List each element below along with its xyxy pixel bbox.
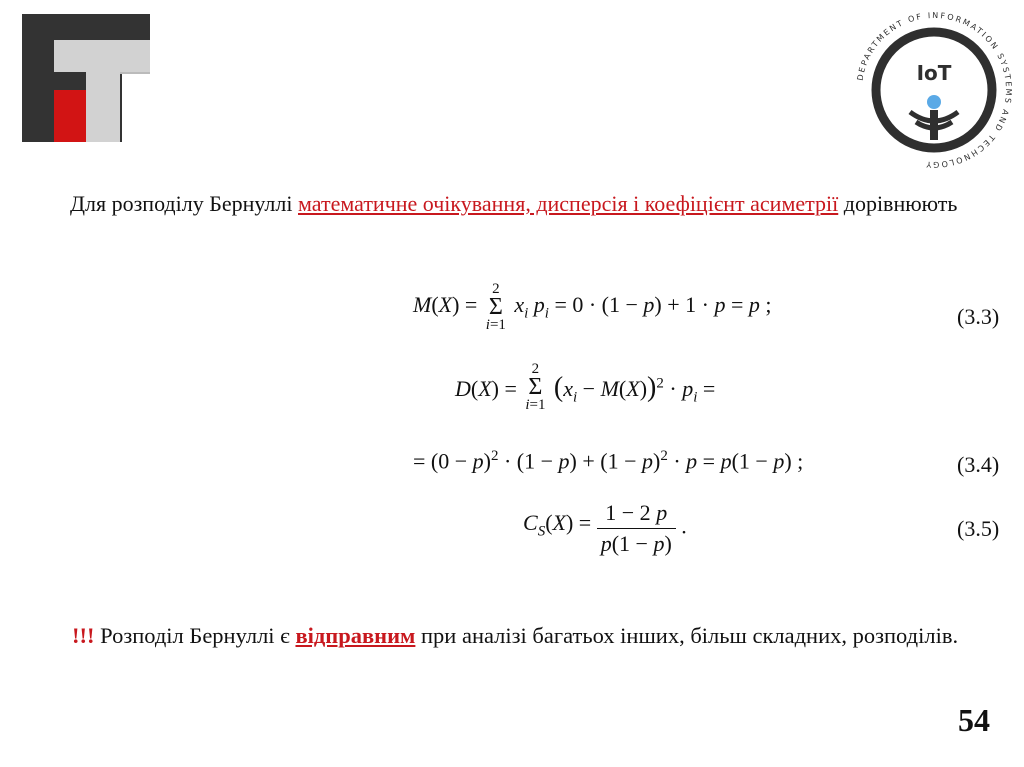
formula-3-4-line1: D(X) = 2 Σ i=1 $(x_i - M(X))^2 \cdot p_i$ = [455,361,716,413]
intro-suffix: дорівнюють [838,191,958,216]
eq-number-3-3: (3.3) [957,304,1000,329]
formula-3-4-line2: = $(0 - p)^2 \cdot (1 - p) + (1 - p)^2 \cdot p = p(1 - p)$ ; [413,448,804,474]
note-part1: Розподіл Бернуллі є [94,623,296,648]
formula-3-5: $C_S(X)$ = $\frac{1 - 2 p}{p(1 - p)}$ . [523,500,687,556]
page-number: 54 [958,702,990,738]
note-part2: при аналізі багатьох інших, більш складних, розподілів. [415,623,959,648]
eq-number-3-4: (3.4) [957,452,1000,477]
note-emphasis-link[interactable]: відправним [295,623,416,648]
note-paragraph [20,620,1014,652]
intro-term-link[interactable]: математичне очікування, дисперсія і коефіцієнт асиметрії [298,191,839,216]
intro-prefix: Для розподілу Бернуллі [70,191,298,216]
ft-logo-icon [22,14,156,148]
formula-3-3: M(X) = 2 Σ i=1 $x_i$ $p_i = 0 \cdot (1 - p) + 1 \cdot p = p$ ; [413,281,772,333]
svg-text:DEPARTMENT OF INFORMATION SYST: DEPARTMENT OF INFORMATION SYSTEMS AND TECHNOLOGY [855,10,1014,170]
svg-text:IoT: IoT [916,61,952,85]
intro-paragraph [20,188,1014,219]
eq-number-3-5: (3.5) [957,516,1000,541]
iot-seal-icon [850,6,1018,174]
note-exclamation: !!! [72,623,95,648]
